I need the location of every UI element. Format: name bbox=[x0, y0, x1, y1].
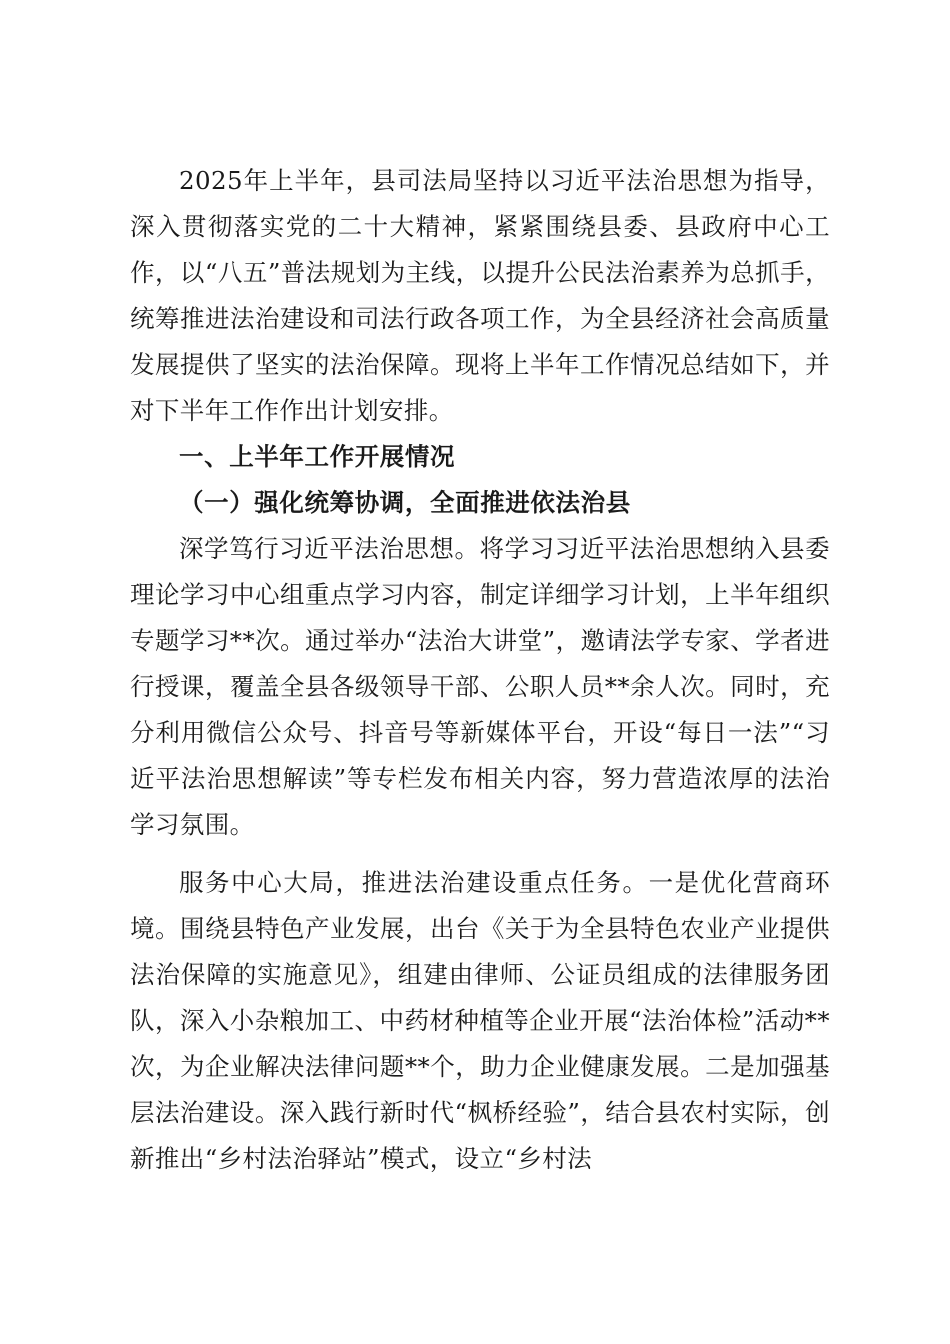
section-heading: 一、上半年工作开展情况 bbox=[179, 442, 456, 471]
document-body bbox=[130, 158, 830, 1182]
intro-paragraph: 2025年上半年，县司法局坚持以习近平法治思想为指导，深入贯彻落实党的二十大精神，紧紧围绕县委、县政府中心工作，以“八五”普法规划为主线，以提升公民法治素养为总抓手，统筹推进法治建设和司法行政各项工作，为全县经济社会高质量发展提供了坚实的法治保障。现将上半年工作情况总结如下，并对下半年工作作出计划安排。 bbox=[130, 166, 830, 425]
body-paragraph: 深学笃行习近平法治思想。将学习习近平法治思想纳入县委理论学习中心组重点学习内容，制定详细学习计划，上半年组织专题学习**次。通过举办“法治大讲堂”，邀请法学专家、学者进行授课，覆盖全县各级领导干部、公职人员**余人次。同时，充分利用微信公众号、抖音号等新媒体平台，开设“每日一法”“习近平法治思想解读”等专栏发布相关内容，努力营造浓厚的法治学习氛围。 bbox=[130, 534, 830, 839]
subsection-heading: （一）强化统筹协调，全面推进依法治县 bbox=[179, 488, 631, 517]
body-paragraph: 服务中心大局，推进法治建设重点任务。一是优化营商环境。围绕县特色产业发展，出台《关于为全县特色农业产业提供法治保障的实施意见》，组建由律师、公证员组成的法律服务团队，深入小杂粮加工、中药材种植等企业开展“法治体检”活动**次，为企业解决法律问题**个，助力企业健康发展。二是加强基层法治建设。深入践行新时代“枫桥经验”，结合县农村实际，创新推出“乡村法治驿站”模式，设立“乡村法 bbox=[130, 868, 830, 1173]
